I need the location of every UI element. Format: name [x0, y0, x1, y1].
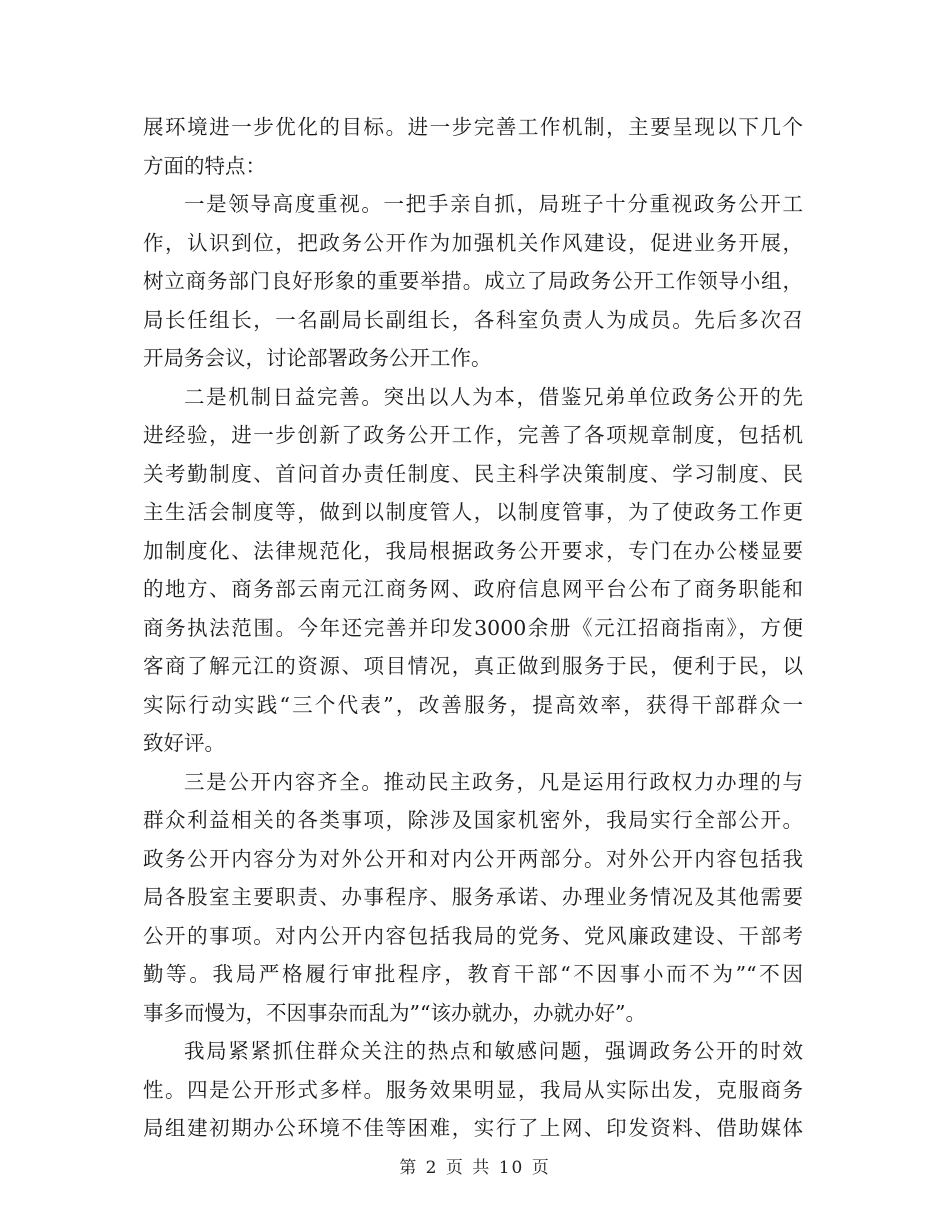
text-line: 公开的事项。对内公开内容包括我局的党务、党风廉政建设、干部考	[143, 923, 803, 948]
text-line: 展环境进一步优化的目标。进一步完善工作机制，主要呈现以下几个	[143, 115, 803, 139]
text-line: 开局务会议，讨论部署政务公开工作。	[143, 346, 492, 370]
text-line: 客商了解元江的资源、项目情况，真正做到服务于民，便利于民，以	[143, 654, 803, 678]
text-line: 致好评。	[143, 731, 225, 755]
paragraph-start-line: 三是公开内容齐全。推动民主政务，凡是运用行政权力办理的与	[184, 769, 803, 794]
paragraph-start-line: 二是机制日益完善。突出以人为本，借鉴兄弟单位政务公开的先	[184, 384, 803, 409]
page-number-footer: 第 2 页 共 10 页	[399, 1158, 551, 1178]
text-line: 局长任组长，一名副局长副组长，各科室负责人为成员。先后多次召	[143, 307, 803, 332]
body-text	[143, 108, 803, 1148]
text-line: 政务公开内容分为对外公开和对内公开两部分。对外公开内容包括我	[143, 846, 803, 871]
text-line: 的地方、商务部云南元江商务网、政府信息网平台公布了商务职能和	[143, 577, 803, 601]
text-line: 局各股室主要职责、办事程序、服务承诺、办理业务情况及其他需要	[143, 885, 803, 909]
text-line: 树立商务部门良好形象的重要举措。成立了局政务公开工作领导小组，	[143, 269, 803, 293]
text-line: 关考勤制度、首问首办责任制度、民主科学决策制度、学习制度、民	[143, 461, 803, 486]
text-line: 商务执法范围。今年还完善并印发3000余册《元江招商指南》，方便	[143, 615, 803, 640]
text-line: 进经验，进一步创新了政务公开工作，完善了各项规章制度，包括机	[143, 423, 803, 447]
text-line: 方面的特点：	[143, 153, 266, 178]
text-line: 实际行动实践“三个代表”，改善服务，提高效率，获得干部群众一	[143, 692, 803, 717]
text-line: 作，认识到位，把政务公开作为加强机关作风建设，促进业务开展，	[143, 230, 803, 255]
text-line: 性。四是公开形式多样。服务效果明显，我局从实际出发，克服商务	[143, 1077, 803, 1102]
text-line: 加制度化、法律规范化，我局根据政务公开要求，专门在办公楼显要	[143, 538, 803, 563]
text-line: 局组建初期办公环境不佳等困难，实行了上网、印发资料、借助媒体	[143, 1116, 803, 1140]
text-line: 勤等。我局严格履行审批程序，教育干部“不因事小而不为”“不因	[143, 962, 803, 986]
text-line: 事多而慢为，不因事杂而乱为”“该办就办，办就办好”。	[143, 1000, 646, 1025]
paragraph-start-line: 一是领导高度重视。一把手亲自抓，局班子十分重视政务公开工	[184, 192, 803, 216]
text-line: 群众利益相关的各类事项，除涉及国家机密外，我局实行全部公开。	[143, 808, 803, 832]
text-line: 主生活会制度等，做到以制度管人，以制度管事，为了使政务工作更	[143, 500, 803, 524]
paragraph-start-line: 我局紧紧抓住群众关注的热点和敏感问题，强调政务公开的时效	[184, 1039, 803, 1063]
